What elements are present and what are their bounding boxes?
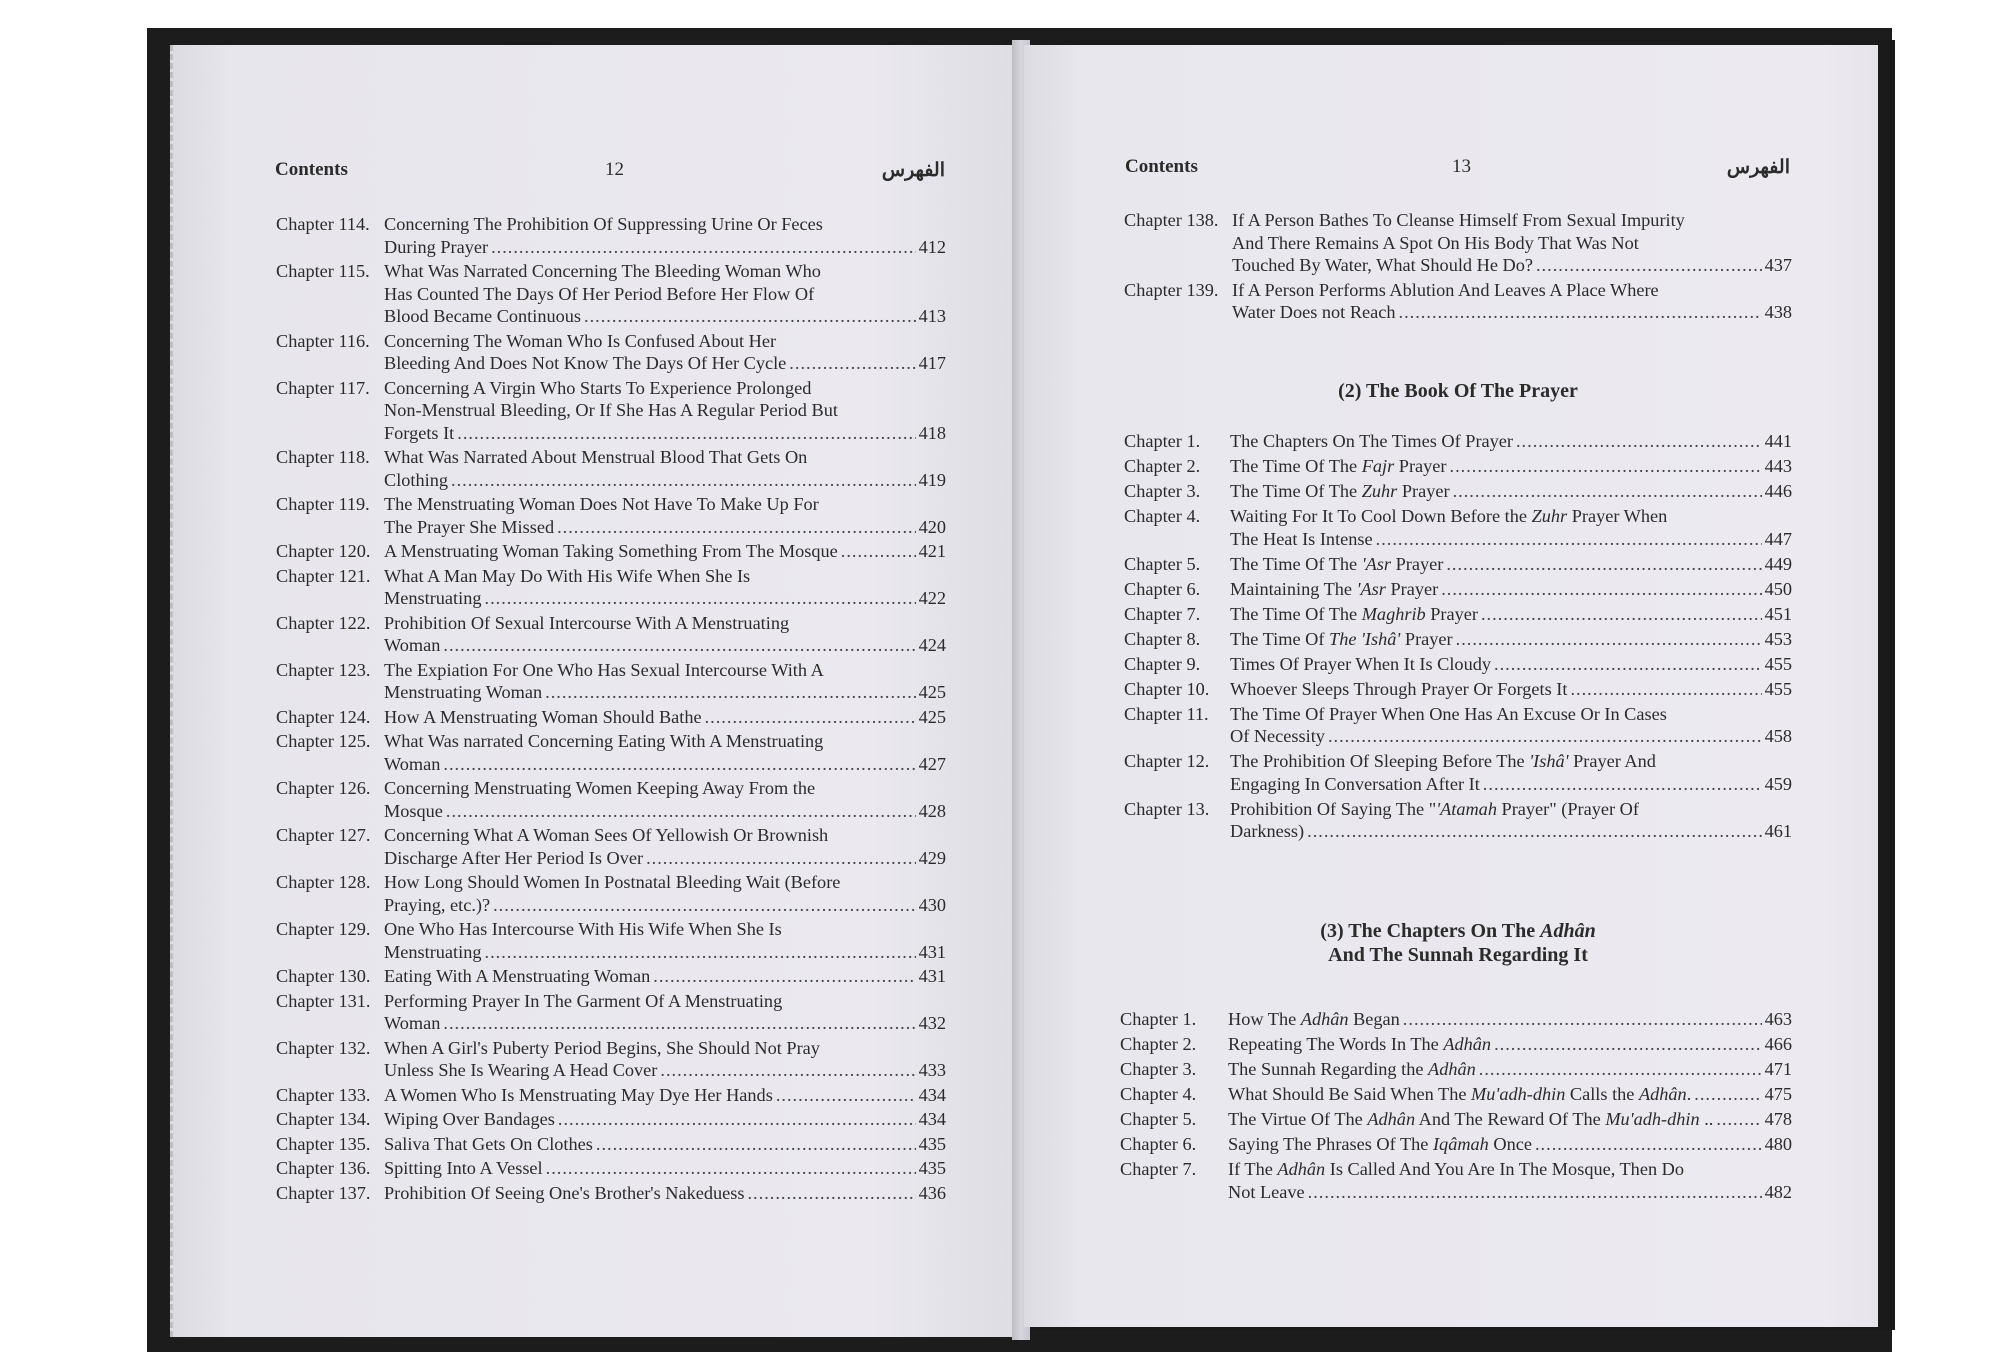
chapter-label: Chapter 2.	[1120, 1034, 1197, 1054]
page-ref: 478	[1764, 1109, 1792, 1129]
toc-entry	[276, 965, 946, 988]
chapter-title-line: The Time Of The Fajr Prayer	[1230, 456, 1447, 476]
chapter-title-line: What A Man May Do With His Wife When She Is	[384, 565, 751, 586]
chapter-title-line: If The Adhân Is Called And You Are In The Mosque, Then Do	[1228, 1159, 1684, 1179]
dot-leader	[653, 965, 915, 988]
chapter-title-line: Repeating The Words In The Adhân	[1228, 1034, 1492, 1054]
page-ref: 475	[1764, 1084, 1792, 1104]
toc-entry	[1124, 678, 1792, 701]
chapter-title-line: Prohibition Of Saying The "'Atamah Prayer" (Prayer Of	[1230, 798, 1639, 819]
toc-entry	[1124, 750, 1792, 795]
page-ref: 431	[918, 966, 946, 986]
chapter-label: Chapter 4.	[1120, 1084, 1197, 1104]
chapter-title-line: Menstruating Woman	[384, 682, 543, 702]
page-ref: 429	[918, 847, 946, 868]
page-ref: 471	[1764, 1059, 1792, 1079]
page-number: 13	[1452, 156, 1471, 177]
chapter-label: Chapter 11.	[1124, 703, 1209, 724]
dot-leader	[545, 681, 915, 704]
chapter-title-line: Has Counted The Days Of Her Period Before Her Flow Of	[384, 283, 815, 304]
chapter-title-line: Bleeding And Does Not Know The Days Of Her Cycle	[384, 353, 787, 373]
dot-leader	[457, 422, 915, 445]
right-toc-section2	[1124, 430, 1792, 845]
dot-leader	[443, 753, 915, 776]
toc-entry	[1124, 628, 1792, 651]
page-ref: 446	[1764, 481, 1792, 501]
dot-leader	[443, 1012, 915, 1035]
dot-leader	[584, 305, 916, 328]
chapter-title-line: Discharge After Her Period Is Over	[384, 847, 644, 868]
page-ref: 419	[918, 469, 946, 490]
dot-leader	[485, 587, 916, 610]
chapter-label: Chapter 6.	[1120, 1134, 1197, 1154]
toc-entry	[276, 918, 946, 963]
chapter-label: Chapter 126.	[276, 778, 371, 798]
chapter-title-line: Saliva That Gets On Clothes	[384, 1133, 593, 1154]
page-ref: 434	[918, 1084, 946, 1105]
dot-leader	[446, 800, 916, 823]
toc-entry	[276, 446, 946, 491]
dot-leader	[646, 847, 916, 870]
page-ref: 451	[1764, 603, 1792, 624]
page-ref: 441	[1764, 431, 1792, 451]
chapter-title-line: Clothing	[384, 469, 448, 490]
dot-leader	[747, 1182, 915, 1205]
chapter-label: Chapter 134.	[276, 1109, 371, 1129]
page-ref: 434	[918, 1109, 946, 1129]
dot-leader	[451, 469, 916, 492]
chapter-label: Chapter 117.	[276, 377, 370, 398]
chapter-label: Chapter 131.	[276, 990, 371, 1011]
toc-entry	[276, 777, 946, 822]
chapter-label: Chapter 10.	[1124, 678, 1210, 699]
dot-leader	[558, 1108, 916, 1131]
chapter-label: Chapter 12.	[1124, 751, 1210, 771]
chapter-label: Chapter 116.	[276, 330, 370, 351]
dot-leader	[1516, 430, 1762, 453]
chapter-title-line: Engaging In Conversation After It	[1230, 773, 1480, 794]
chapter-title-line: Unless She Is Wearing A Head Cover	[384, 1060, 658, 1080]
toc-entry	[276, 659, 946, 704]
toc-entry	[276, 377, 946, 445]
page-ref: 458	[1764, 726, 1792, 746]
section-heading-adhan	[1124, 919, 1792, 967]
toc-entry	[1120, 1008, 1792, 1031]
chapter-title-line: During Prayer	[384, 236, 489, 257]
dot-leader	[485, 941, 916, 964]
dot-leader	[1308, 1181, 1762, 1204]
toc-entry	[1124, 578, 1792, 601]
toc-entry	[1120, 1058, 1792, 1081]
chapter-title-line: Of Necessity	[1230, 726, 1325, 746]
page-ref: 420	[918, 516, 946, 537]
chapter-title-line: One Who Has Intercourse With His Wife When She Is	[384, 919, 782, 939]
chapter-title-line: Maintaining The 'Asr Prayer	[1230, 578, 1439, 599]
chapter-label: Chapter 122.	[276, 612, 371, 633]
toc-entry	[276, 540, 946, 563]
chapter-title-line: Prohibition Of Sexual Intercourse With A Menstruating	[384, 612, 790, 633]
chapter-label: Chapter 125.	[276, 731, 371, 751]
dot-leader	[1456, 628, 1762, 651]
chapter-title-line: Woman	[384, 1013, 441, 1033]
chapter-title-line: Concerning The Prohibition Of Suppressing Urine Or Feces	[384, 214, 823, 234]
page-ref: 455	[1764, 678, 1792, 699]
arabic-title: الفهرس	[1726, 157, 1790, 178]
toc-entry	[1120, 1158, 1792, 1203]
chapter-title-line: Concerning What A Woman Sees Of Yellowish Or Brownish	[384, 825, 829, 845]
dot-leader	[1494, 653, 1762, 676]
chapter-title-line: Blood Became Continuous	[384, 306, 582, 326]
page-ref: 436	[918, 1182, 946, 1203]
page-ref: 459	[1764, 773, 1792, 794]
chapter-label: Chapter 120.	[276, 541, 371, 561]
dot-leader	[1453, 480, 1762, 503]
chapter-title-line: Saying The Phrases Of The Iqâmah Once	[1228, 1134, 1532, 1154]
chapter-label: Chapter 138.	[1124, 210, 1219, 230]
dot-leader	[1376, 528, 1762, 551]
chapter-label: Chapter 1.	[1124, 431, 1201, 451]
chapter-label: Chapter 139.	[1124, 279, 1219, 300]
chapter-title-line: Darkness)	[1230, 821, 1305, 841]
chapter-title-line: The Expiation For One Who Has Sexual Intercourse With A	[384, 659, 824, 680]
toc-entry	[1124, 505, 1792, 550]
page-ref: 412	[918, 236, 946, 257]
chapter-label: Chapter 3.	[1124, 481, 1201, 501]
chapter-title-line: Times Of Prayer When It Is Cloudy	[1230, 653, 1491, 674]
chapter-title-line: Concerning The Woman Who Is Confused About Her	[384, 330, 777, 351]
page-ref: 447	[1764, 528, 1792, 549]
chapter-title-line: What Was Narrated Concerning The Bleeding Woman Who	[384, 261, 821, 281]
page-ref: 432	[918, 1013, 946, 1033]
chapter-label: Chapter 133.	[276, 1084, 371, 1105]
section-heading-prayer: (2) The Book Of The Prayer	[1338, 380, 1578, 402]
toc-entry	[276, 1157, 946, 1180]
toc-entry	[276, 1133, 946, 1156]
chapter-title-line: Menstruating	[384, 588, 482, 608]
toc-entry	[276, 1084, 946, 1107]
chapter-title-line: The Time Of The 'Ishâ' Prayer	[1230, 628, 1453, 649]
dot-leader	[1536, 254, 1762, 277]
toc-entry	[276, 706, 946, 729]
chapter-title-line: How A Menstruating Woman Should Bathe	[384, 706, 702, 727]
chapter-title-line: Prohibition Of Seeing One's Brother's Nakeduess	[384, 1182, 745, 1203]
chapter-label: Chapter 135.	[276, 1133, 371, 1154]
toc-entry	[276, 990, 946, 1035]
toc-entry	[276, 260, 946, 328]
dot-leader	[493, 894, 915, 917]
chapter-label: Chapter 136.	[276, 1158, 371, 1178]
chapter-title-line: Concerning Menstruating Women Keeping Away From the	[384, 778, 816, 798]
chapter-label: Chapter 13.	[1124, 798, 1210, 819]
page-ref: 430	[918, 894, 946, 915]
chapter-label: Chapter 124.	[276, 706, 371, 727]
running-title: Contents	[275, 159, 348, 180]
dot-leader	[1694, 1083, 1761, 1106]
dot-leader	[1328, 725, 1762, 748]
page-number: 12	[605, 159, 624, 180]
chapter-label: Chapter 3.	[1120, 1059, 1197, 1079]
chapter-title-line: What Was Narrated About Menstrual Blood That Gets On	[384, 447, 808, 467]
dot-leader	[1479, 1058, 1762, 1081]
page-ref: 418	[918, 422, 946, 443]
toc-entry	[276, 730, 946, 775]
left-running-head	[275, 159, 945, 185]
dot-leader	[1446, 553, 1761, 576]
page-ref: 443	[1764, 456, 1792, 476]
chapter-label: Chapter 9.	[1124, 653, 1201, 674]
chapter-title-line: When A Girl's Puberty Period Begins, She Should Not Pray	[384, 1037, 820, 1058]
dot-leader	[1441, 578, 1761, 601]
right-toc-top	[1124, 209, 1792, 326]
toc-entry	[276, 330, 946, 375]
toc-entry	[276, 565, 946, 610]
chapter-title-line: What Was narrated Concerning Eating With A Menstruating	[384, 731, 824, 751]
chapter-title-line: Mosque	[384, 800, 443, 821]
chapter-title-line: The Chapters On The Times Of Prayer	[1230, 431, 1513, 451]
dot-leader	[1399, 301, 1762, 324]
toc-entry	[1124, 553, 1792, 576]
running-title: Contents	[1125, 156, 1198, 177]
dot-leader	[557, 516, 915, 539]
toc-entry	[276, 213, 946, 258]
dot-leader	[1483, 773, 1762, 796]
dot-leader	[546, 1157, 916, 1180]
toc-entry	[276, 824, 946, 869]
chapter-title-line: How The Adhân Began	[1228, 1009, 1400, 1029]
arabic-title: الفهرس	[881, 160, 945, 181]
page-ref: 438	[1764, 302, 1792, 322]
toc-entry	[1124, 653, 1792, 676]
toc-entry	[276, 1108, 946, 1131]
toc-entry	[276, 871, 946, 916]
page-ref: 422	[918, 588, 946, 608]
dot-leader	[789, 352, 915, 375]
chapter-title-line: How Long Should Women In Postnatal Bleeding Wait (Before	[384, 872, 841, 892]
chapter-label: Chapter 121.	[276, 565, 371, 586]
chapter-label: Chapter 123.	[276, 659, 371, 680]
page-ref: 455	[1764, 653, 1792, 674]
toc-entry	[1124, 798, 1792, 843]
page-ref: 437	[1764, 255, 1792, 275]
chapter-title-line: Spitting Into A Vessel	[384, 1158, 543, 1178]
dot-leader	[841, 540, 916, 563]
page-ref: 450	[1764, 578, 1792, 599]
chapter-label: Chapter 5.	[1120, 1109, 1197, 1129]
chapter-title-line: The Time Of The Maghrib Prayer	[1230, 603, 1478, 624]
toc-entry	[1120, 1108, 1792, 1131]
chapter-title-line: What Should Be Said When The Mu'adh-dhin Calls the Adhân.	[1228, 1084, 1692, 1104]
chapter-label: Chapter 132.	[276, 1037, 371, 1058]
page-ref: 424	[918, 635, 946, 655]
page-ref: 435	[918, 1158, 946, 1178]
toc-entry	[1124, 480, 1792, 503]
page-ref: 425	[918, 706, 946, 727]
chapter-title-line: If A Person Bathes To Cleanse Himself From Sexual Impurity	[1232, 210, 1685, 230]
dot-leader	[1403, 1008, 1762, 1031]
left-toc-list	[276, 213, 946, 1206]
chapter-title-line: And There Remains A Spot On His Body That Was Not	[1232, 232, 1639, 253]
chapter-title-line: The Sunnah Regarding the Adhân	[1228, 1059, 1476, 1079]
page-ref: 433	[918, 1060, 946, 1080]
chapter-label: Chapter 118.	[276, 447, 370, 467]
chapter-label: Chapter 127.	[276, 825, 371, 845]
chapter-title-line: Praying, etc.)?	[384, 894, 491, 915]
chapter-title-line: The Prayer She Missed	[384, 516, 555, 537]
chapter-label: Chapter 114.	[276, 214, 370, 234]
chapter-label: Chapter 119.	[276, 494, 370, 514]
toc-entry	[276, 1182, 946, 1205]
chapter-title-line: The Heat Is Intense	[1230, 528, 1373, 549]
dot-leader	[1481, 603, 1762, 626]
toc-entry	[1124, 703, 1792, 748]
dot-leader	[443, 634, 915, 657]
chapter-title-line: The Time Of Prayer When One Has An Excuse Or In Cases	[1230, 703, 1667, 724]
page-ref: 449	[1764, 553, 1792, 574]
page-ref: 425	[918, 682, 946, 702]
right-running-head	[1125, 156, 1790, 182]
chapter-title-line: Non-Menstrual Bleeding, Or If She Has A Regular Period But	[384, 400, 838, 420]
toc-entry	[1124, 430, 1792, 453]
chapter-title-line: Waiting For It To Cool Down Before the Zuhr Prayer When	[1230, 506, 1668, 526]
chapter-title-line: Eating With A Menstruating Woman	[384, 966, 651, 986]
chapter-title-line: The Virtue Of The Adhân And The Reward Of The Mu'adh-dhin ..	[1228, 1109, 1714, 1129]
chapter-title-line: Water Does not Reach	[1232, 302, 1396, 322]
chapter-title-line: Concerning A Virgin Who Starts To Experience Prolonged	[384, 377, 812, 398]
dot-leader	[1535, 1133, 1762, 1156]
chapter-label: Chapter 7.	[1120, 1159, 1197, 1179]
page-ref: 480	[1764, 1134, 1792, 1154]
page-ref: 482	[1764, 1181, 1792, 1202]
chapter-label: Chapter 2.	[1124, 456, 1201, 476]
dot-leader	[1716, 1108, 1761, 1131]
toc-entry	[276, 493, 946, 538]
chapter-label: Chapter 4.	[1124, 506, 1201, 526]
chapter-title-line: Wiping Over Bandages	[384, 1109, 555, 1129]
chapter-title-line: A Women Who Is Menstruating May Dye Her Hands	[384, 1084, 773, 1105]
dot-leader	[1494, 1033, 1762, 1056]
section-heading-line2: And The Sunnah Regarding It	[1328, 944, 1588, 966]
toc-entry	[1124, 209, 1792, 277]
chapter-label: Chapter 130.	[276, 966, 371, 986]
chapter-title-line: Whoever Sleeps Through Prayer Or Forgets It	[1230, 678, 1568, 699]
chapter-title-line: A Menstruating Woman Taking Something From The Mosque	[384, 541, 838, 561]
section-heading-line1: (3) The Chapters On The Adhân	[1320, 920, 1596, 942]
dot-leader	[1450, 455, 1762, 478]
dot-leader	[660, 1059, 915, 1082]
page-ref: 431	[918, 941, 946, 962]
page-ref: 466	[1764, 1034, 1792, 1054]
page-ref: 453	[1764, 628, 1792, 649]
chapter-title-line: Not Leave	[1228, 1181, 1305, 1202]
chapter-label: Chapter 6.	[1124, 578, 1201, 599]
chapter-title-line: Woman	[384, 635, 441, 655]
chapter-label: Chapter 115.	[276, 261, 370, 281]
page-ref: 435	[918, 1133, 946, 1154]
page-ref: 417	[918, 353, 946, 373]
page-ref: 421	[918, 541, 946, 561]
chapter-label: Chapter 137.	[276, 1182, 371, 1203]
page-ref: 413	[918, 306, 946, 326]
chapter-title-line: Forgets It	[384, 422, 455, 443]
chapter-title-line: Woman	[384, 753, 441, 774]
chapter-title-line: The Menstruating Woman Does Not Have To Make Up For	[384, 494, 819, 514]
page-ref: 463	[1764, 1009, 1792, 1029]
chapter-title-line: The Prohibition Of Sleeping Before The 'Ishâ' Prayer And	[1230, 751, 1656, 771]
page-ref: 427	[918, 753, 946, 774]
right-toc-section3	[1120, 1008, 1792, 1206]
chapter-label: Chapter 128.	[276, 872, 371, 892]
chapter-title-line: If A Person Performs Ablution And Leaves A Place Where	[1232, 279, 1659, 300]
dot-leader	[596, 1133, 916, 1156]
page-ref: 428	[918, 800, 946, 821]
toc-entry	[1120, 1033, 1792, 1056]
right-page	[1024, 45, 1878, 1327]
chapter-label: Chapter 129.	[276, 919, 371, 939]
toc-entry	[1124, 603, 1792, 626]
toc-entry	[1124, 455, 1792, 478]
dot-leader	[1307, 820, 1761, 843]
chapter-label: Chapter 1.	[1120, 1009, 1197, 1029]
chapter-label: Chapter 7.	[1124, 603, 1201, 624]
toc-entry	[276, 612, 946, 657]
toc-entry	[1120, 1133, 1792, 1156]
chapter-label: Chapter 8.	[1124, 628, 1201, 649]
dot-leader	[491, 236, 916, 259]
chapter-title-line: Performing Prayer In The Garment Of A Menstruating	[384, 990, 783, 1011]
page-ref: 461	[1764, 821, 1792, 841]
toc-entry	[1120, 1083, 1792, 1106]
toc-entry	[276, 1037, 946, 1082]
dot-leader	[705, 706, 916, 729]
chapter-label: Chapter 5.	[1124, 553, 1201, 574]
chapter-title-line: The Time Of The 'Asr Prayer	[1230, 553, 1444, 574]
dot-leader	[1570, 678, 1761, 701]
chapter-title-line: Touched By Water, What Should He Do?	[1232, 255, 1533, 275]
chapter-title-line: The Time Of The Zuhr Prayer	[1230, 481, 1450, 501]
chapter-title-line: Menstruating	[384, 941, 482, 962]
left-page	[170, 45, 1020, 1337]
dot-leader	[776, 1084, 916, 1107]
toc-entry	[1124, 279, 1792, 324]
